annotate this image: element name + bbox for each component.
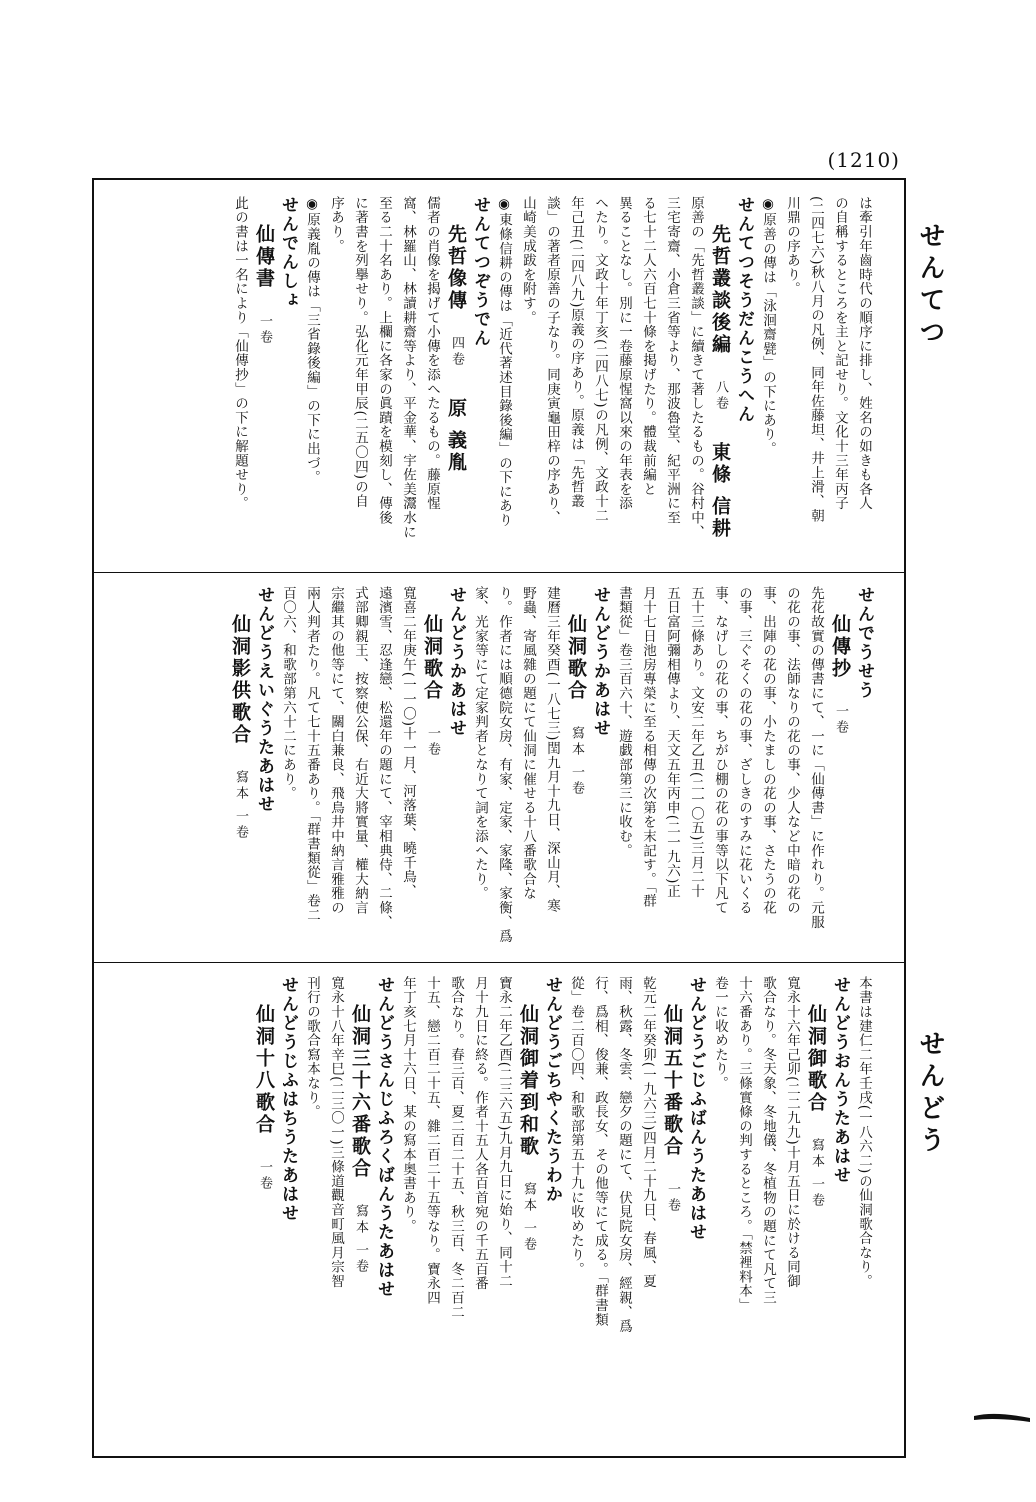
entry-body-line: 窩、林羅山、林讀耕齋等より、平金華、宇佐美灊水に xyxy=(400,196,416,540)
entry-title-text: 仙傳抄 xyxy=(829,614,851,680)
entry-body-line: 月十七日池房專榮に至る相傳の次第を末記す。「群 xyxy=(640,586,656,909)
entry-body-line: 談」の著者原善の子なり。同庚寅龜田梓の序あり、 xyxy=(544,196,560,525)
entry-body-line: り。作者には順德院女房、有家、定家、家隆、家衡、爲 xyxy=(496,586,512,944)
entry-body-line: 書類從」卷三百六十、遊戯部第三に收む。 xyxy=(616,586,632,858)
entry-title xyxy=(252,976,276,1442)
entry-body-line: 此の書は一名により「仙傳抄」の下に解題せり。 xyxy=(232,196,248,511)
entry-title xyxy=(516,976,540,1442)
entry-reading: せんどうかあはせ xyxy=(446,586,466,738)
entry-volume: 寫本 一卷 xyxy=(353,1204,368,1276)
entry-body-line: 百〇六、和歌部第六十二にあり。 xyxy=(280,586,296,801)
band-divider-1 xyxy=(92,572,906,573)
entry-body-line: 五十三條あり。文安二年乙丑(二一〇五)三月二十 xyxy=(688,586,704,899)
entry-reading: せんでうせう xyxy=(854,586,874,700)
entry-body-line: 年己丑(二四八九)原義の序あり。原義は「先哲叢 xyxy=(568,196,584,509)
cross-reference-note: ◉東條信耕の傳は「近代著述目錄後編」の下にあり xyxy=(496,196,512,528)
entry-title xyxy=(420,586,444,952)
entry-body-line: 行、爲相、俊兼、政長女、その他等にて成る。「群書類 xyxy=(592,976,608,1327)
entry-title xyxy=(348,976,372,1442)
entry-body-line: 寬永十六年己卯(二二九九)十月五日に於ける同御 xyxy=(784,976,800,1289)
page-number: (1210) xyxy=(827,148,900,172)
entry-reading: せんどうごちやくたうわか xyxy=(542,976,562,1204)
entry-title xyxy=(252,196,276,562)
cross-reference-note: ◉原善の傳は「泳洄齋甓」の下にあり。 xyxy=(760,196,776,456)
entry-title xyxy=(660,976,684,1442)
entry-reading: せんてつぞうでん xyxy=(470,196,490,348)
entry-body-line: 儒者の肖像を揭げて小傳を添へたるもの。藤原惺 xyxy=(424,196,440,511)
cross-reference-note: ◉原義胤の傳は「三省錄後編」の下に出づ。 xyxy=(304,196,320,485)
entry-body-line: 十六番あり。三條實條の判するところ。「禁裡料本」 xyxy=(736,976,752,1313)
entry-body-line: 歌合なり。冬天象、冬地儀、冬植物の題にて凡て三 xyxy=(760,976,776,1305)
entry-body-line: 本書は建仁二年壬戌(一八六二)の仙洞歌合なり。 xyxy=(856,976,872,1289)
entry-body-line: の花の事、法師なりの花の事、少人など中暗の花の xyxy=(784,586,800,915)
entry-body-line: 野蟲、寄風雜の題にて仙洞に催せる十八番歌合な xyxy=(520,586,536,901)
entry-body-line: 式部卿親王、按察使公保、右近大將實量、權大納言 xyxy=(352,586,368,915)
entry-body-line: の自稱するところを主と記せり。文化十三年丙子 xyxy=(832,196,848,511)
entry-body-line: 寬永十八年辛巳(二三〇一)三條道觀音町風月宗智 xyxy=(328,976,344,1289)
entry-body-line: 兩人判者たり。凡て七十五番あり。「群書類從」卷二 xyxy=(304,586,320,923)
entry-volume: 一卷 xyxy=(833,704,848,736)
entry-reading: せんどうじふはちうたあはせ xyxy=(278,976,298,1223)
entry-title xyxy=(828,586,852,952)
entry-volume: 一卷 xyxy=(257,1160,272,1192)
entry-reading: せんどうかあはせ xyxy=(590,586,610,738)
entry-reading: せんどうさんじふろくばんうたあはせ xyxy=(374,976,394,1299)
entry-volume: 八卷 xyxy=(713,380,728,412)
entry-body-line: 年丁亥七月十六日、某の寫本奥書あり。 xyxy=(400,976,416,1234)
entry-body-line: 三宅寄齋、小倉三省等より、那波魯堂、紀平洲に至 xyxy=(664,196,680,525)
entry-reading: せんどうえいぐうたあはせ xyxy=(254,586,274,814)
entry-body-line: 刊行の歌合寫本なり。 xyxy=(304,976,320,1119)
entry-volume: 一卷 xyxy=(665,1182,680,1214)
entry-body-line: 家、光家等にて定家判者となりて詞を添へたり。 xyxy=(472,586,488,901)
entry-volume: 寫本 一卷 xyxy=(233,770,248,842)
entry-volume: 一卷 xyxy=(425,726,440,758)
entry-body-line: 異ることなし。別に一卷藤原惺窩以來の年表を添 xyxy=(616,196,632,511)
running-head-top: せんてつ xyxy=(915,222,945,350)
entry-title-text: 仙洞三十六番歌合 xyxy=(349,1004,371,1180)
text-band-top xyxy=(108,196,876,562)
entry-body-line: 寬喜二年庚午(一一〇)十一月、河落葉、曉千鳥、 xyxy=(400,586,416,899)
entry-body-line: 序あり。 xyxy=(328,196,344,254)
band-divider-2 xyxy=(92,962,906,963)
entry-author: 東條 信耕 xyxy=(709,442,731,540)
entry-reading: せんでんしょ xyxy=(278,196,298,310)
text-band-middle xyxy=(108,586,876,952)
entry-body-line: 從」卷二百〇四、和歌部第五十九に收めたり。 xyxy=(568,976,584,1277)
entry-title xyxy=(564,586,588,952)
entry-body-line: る七十二人六百七十條を掲げたり。體裁前編と xyxy=(640,196,656,497)
entry-body-line: 至る二十名あり。上欄に各家の眞蹟を模刻し、傳後 xyxy=(376,196,392,525)
entry-author: 原 義胤 xyxy=(445,398,467,474)
entry-body-line: 遠濱雪、忍逢戀、松還年の題にて、宰相典侍、二條、 xyxy=(376,586,392,930)
entry-body-line: 先花故實の傳書にて、一に「仙傳書」に作れり。元服 xyxy=(808,586,824,930)
entry-title-text: 仙洞歌合 xyxy=(565,614,587,702)
entry-volume: 寫本 一卷 xyxy=(521,1182,536,1254)
entry-body-line: 事、出陣の花の事、小たましの花の事、さたうの花 xyxy=(760,586,776,915)
entry-title-text: 仙傳書 xyxy=(253,224,275,290)
entry-body-line: 山崎美成跋を附す。 xyxy=(520,196,536,325)
entry-body-line: は牽引年齒時代の順序に排し、姓名の如きも各人 xyxy=(856,196,872,511)
entry-body-line: 五日富阿彌相傳より、天文五年丙申(二一九六)正 xyxy=(664,586,680,899)
entry-body-line: 十五、戀二百二十五、雜二百二十五等なり。寶永四 xyxy=(424,976,440,1305)
entry-title xyxy=(444,196,468,562)
entry-body-line: 乾元二年癸卯(一九六三)四月二十九日、春風、夏 xyxy=(640,976,656,1289)
entry-title-text: 仙洞御着到和歌 xyxy=(517,1004,539,1158)
entry-title-text: 仙洞影供歌合 xyxy=(229,614,251,746)
entry-title xyxy=(708,196,732,562)
entry-body-line: の事、三ぐそくの花の事、ざしきのすみに花いくる xyxy=(736,586,752,915)
entry-volume: 寫本 一卷 xyxy=(569,726,584,798)
entry-body-line: に著書を列擧せり。弘化元年甲辰(二五〇四)の自 xyxy=(352,196,368,509)
scan-mark xyxy=(972,1408,1032,1426)
entry-title-text: 先哲像傳 xyxy=(445,224,467,312)
entry-title xyxy=(228,586,252,952)
entry-body-line: 雨、秋露、冬雲、戀夕の題にて、伏見院女房、經親、爲 xyxy=(616,976,632,1334)
entry-volume: 寫本 一卷 xyxy=(809,1138,824,1210)
entry-title-text: 仙洞御歌合 xyxy=(805,1004,827,1114)
entry-body-line: 寶永二年乙酉(二三六五)九月九日に始り、同十二 xyxy=(496,976,512,1289)
entry-body-line: 建曆三年癸酉(一八七三)閏九月十九日、深山月、寒 xyxy=(544,586,560,913)
entry-body-line: 月十九日に終る。作者十五人各百首宛の千五百番 xyxy=(472,976,488,1291)
entry-body-line: 宗繼其の他等にて、關白兼良、飛鳥井中納言雅雅の xyxy=(328,586,344,915)
entry-reading: せんどうごじふばんうたあはせ xyxy=(686,976,706,1242)
entry-body-line: 川鼎の序あり。 xyxy=(784,196,800,297)
entry-volume: 一卷 xyxy=(257,314,272,346)
entry-body-line: 原善の「先哲叢談」に續きて著したるもの。谷村中、 xyxy=(688,196,704,540)
entry-body-line: 卷一に收めたり。 xyxy=(712,976,728,1091)
entry-body-line: (二四七六)秋八月の凡例、同年佐藤坦、井上滑、朝 xyxy=(808,196,824,523)
entry-title-text: 仙洞五十番歌合 xyxy=(661,1004,683,1158)
entry-title-text: 仙洞十八歌合 xyxy=(253,1004,275,1136)
entry-title-text: 先哲叢談後編 xyxy=(709,224,731,356)
entry-reading: せんてつそうだんこうへん xyxy=(734,196,754,424)
entry-body-line: 歌合なり。春三百、夏二百二十五、秋三百、冬二百二 xyxy=(448,976,464,1320)
entry-body-line: 事、なげしの花の事、ちがひ棚の花の事等以下凡て xyxy=(712,586,728,915)
entry-volume: 四卷 xyxy=(449,336,464,368)
running-head-bottom: せんどう xyxy=(915,1030,945,1158)
entry-body-line: へたり。文政十年丁亥(二四八七)の凡例、文政十二 xyxy=(592,196,608,523)
entry-title xyxy=(804,976,828,1442)
text-band-bottom xyxy=(108,976,876,1442)
entry-reading: せんどうおんうたあはせ xyxy=(830,976,850,1185)
entry-title-text: 仙洞歌合 xyxy=(421,614,443,702)
